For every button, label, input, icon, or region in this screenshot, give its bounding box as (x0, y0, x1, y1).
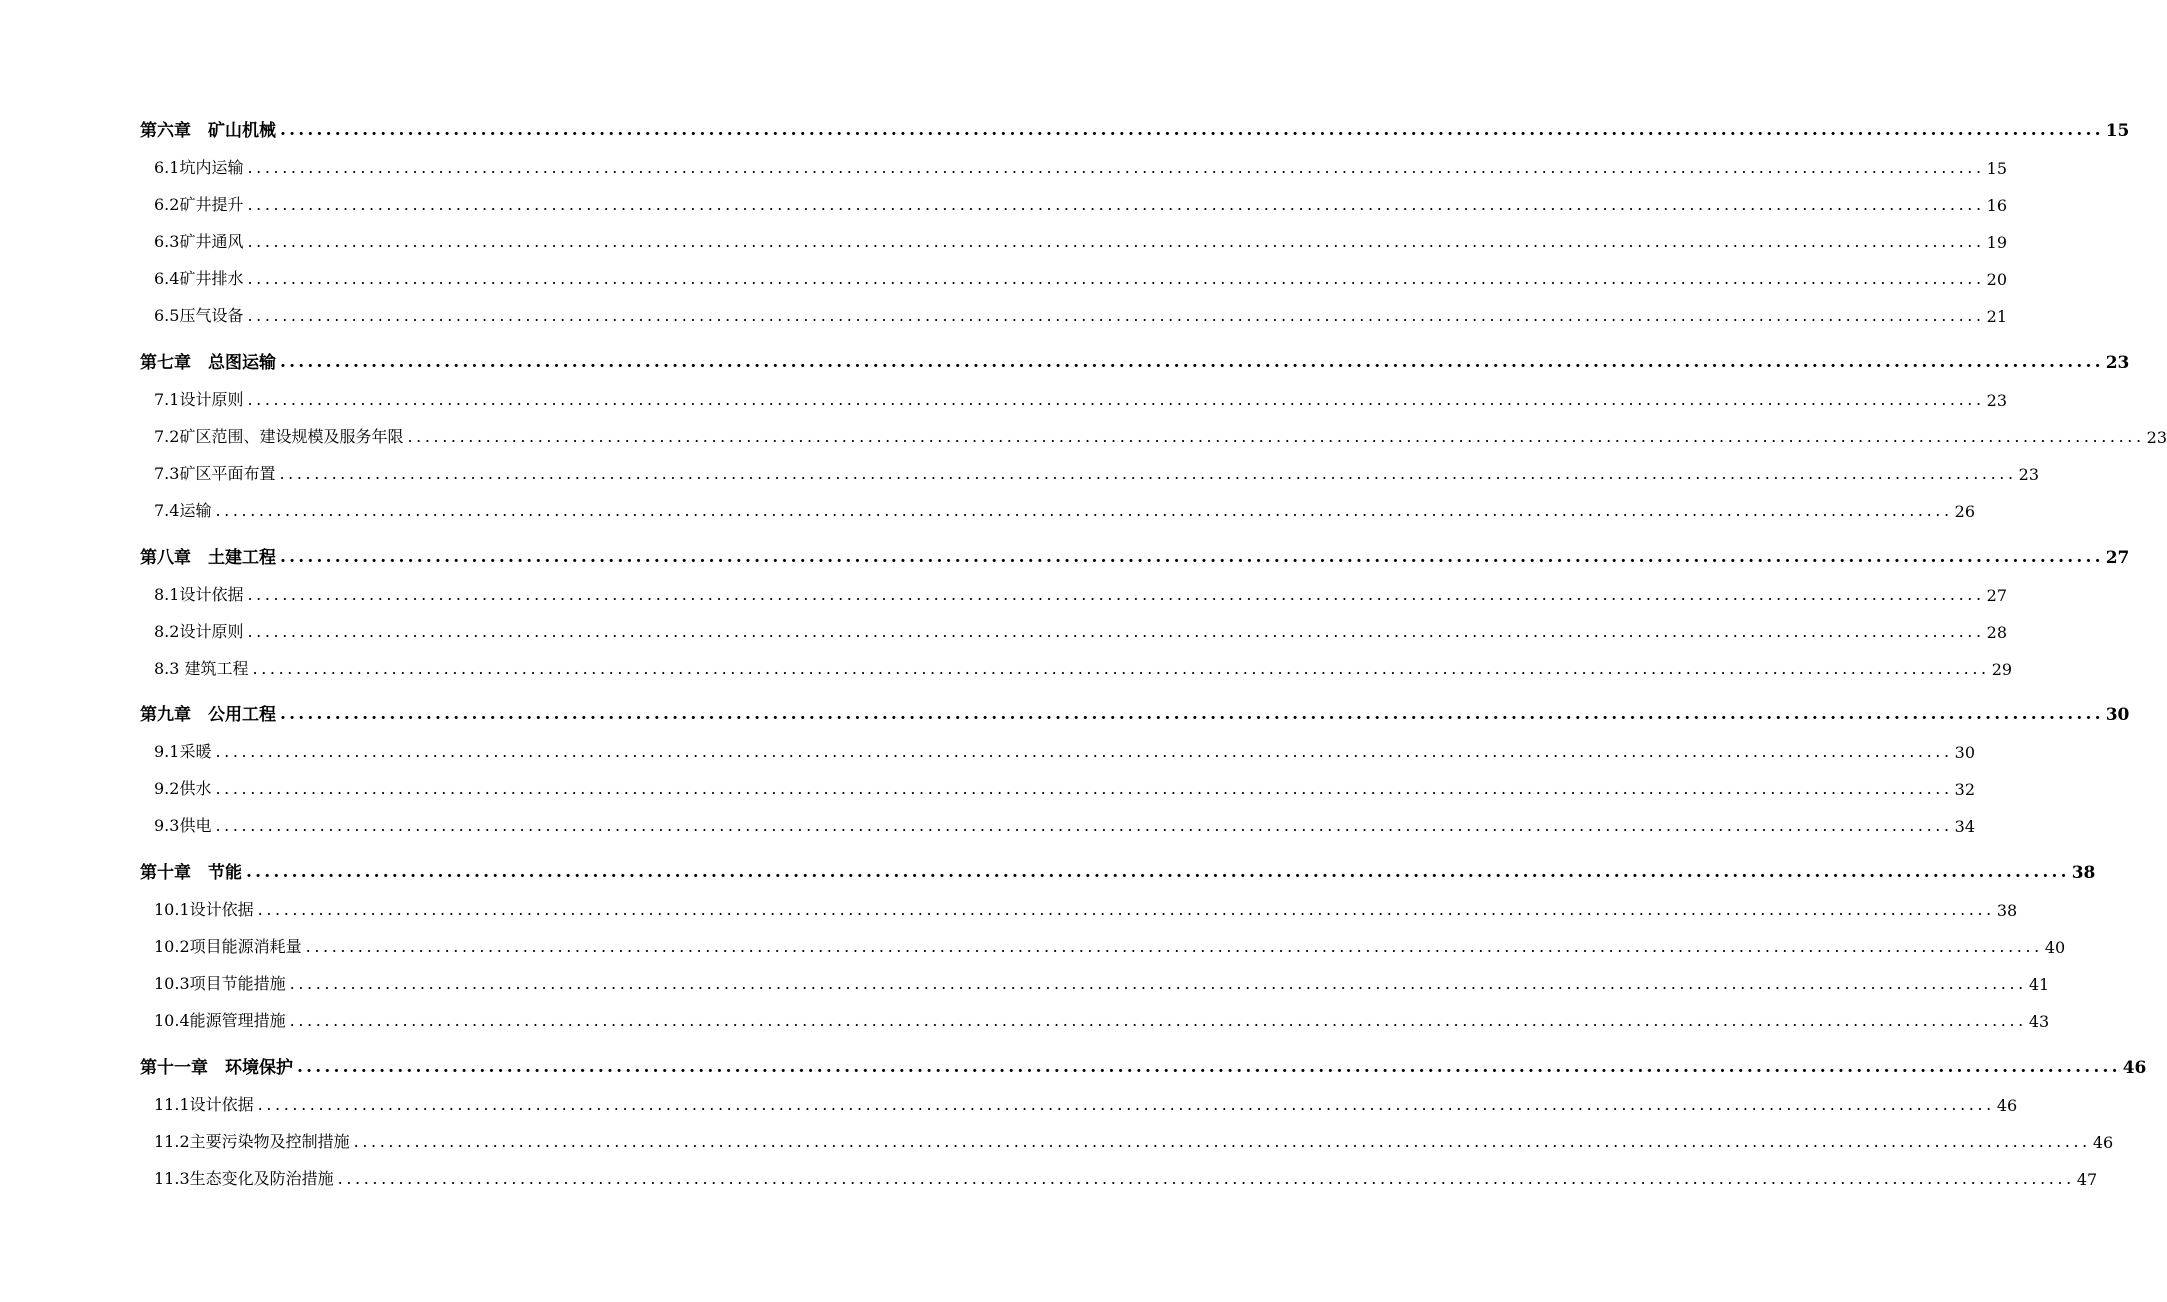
toc-page-number: 26 (1954, 502, 1975, 521)
toc-dot-leader: ........................................................................................................................................................................................................ (280, 704, 2104, 724)
toc-section-entry[interactable] (140, 493, 1975, 521)
toc-page-number: 19 (1986, 233, 2007, 252)
toc-page-number: 23 (2018, 465, 2039, 484)
toc-entry-title: 8.1设计依据 (154, 585, 244, 604)
toc-dot-leader: ........................................................................................................................................................................................................ (247, 390, 1985, 409)
toc-page-number: 16 (1986, 196, 2007, 215)
toc-section-entry[interactable] (140, 808, 1975, 836)
toc-section-entry[interactable] (140, 224, 2007, 252)
toc-entry-title: 第九章 公用工程 (140, 705, 276, 725)
toc-dot-leader: ........................................................................................................................................................................................................ (215, 779, 1953, 798)
toc-page-number: 43 (2028, 1012, 2050, 1031)
toc-section-entry[interactable] (140, 771, 1975, 799)
toc-entry-title: 6.2矿井提升 (154, 195, 244, 214)
toc-chapter-entry[interactable] (140, 855, 2096, 883)
toc-section-entry[interactable] (140, 382, 2007, 410)
toc-page-number: 46 (2092, 1133, 2114, 1152)
toc-entry-title: 8.3 建筑工程 (154, 659, 249, 678)
toc-section-entry[interactable] (140, 1124, 2114, 1152)
toc-page-number: 15 (2105, 121, 2130, 141)
toc-entry-title: 9.3供电 (154, 816, 212, 835)
toc-dot-leader: ........................................................................................................................................................................................................ (215, 816, 1953, 835)
toc-section-entry[interactable] (140, 456, 2039, 484)
toc-page-number: 38 (1996, 901, 2018, 920)
toc-section-entry[interactable] (140, 966, 2050, 994)
toc-page-number: 40 (2044, 938, 2066, 957)
toc-entry-title: 6.3矿井通风 (154, 232, 244, 251)
toc-entry-title: 10.3项目节能措施 (154, 974, 286, 993)
toc-entry-title: 6.4矿井排水 (154, 269, 244, 288)
toc-dot-leader: ........................................................................................................................................................................................................ (280, 547, 2104, 567)
toc-entry-title: 6.5压气设备 (154, 306, 244, 325)
toc-page-number: 28 (1986, 623, 2007, 642)
toc-page-number: 30 (1954, 743, 1975, 762)
toc-page-number: 30 (2105, 705, 2130, 725)
toc-section-entry[interactable] (140, 577, 2007, 605)
toc-dot-leader: ........................................................................................................................................................................................................ (247, 585, 1985, 604)
toc-entry-title: 7.4运输 (154, 501, 212, 520)
toc-entry-title: 7.3矿区平面布置 (154, 464, 276, 483)
toc-section-entry[interactable] (140, 734, 1975, 762)
toc-entry-title: 7.2矿区范围、建设规模及服务年限 (154, 427, 404, 446)
toc-entry-title: 10.4能源管理措施 (154, 1011, 286, 1030)
toc-section-entry[interactable] (140, 150, 2007, 178)
toc-page-number: 46 (1996, 1096, 2018, 1115)
toc-entry-title: 10.1设计依据 (154, 900, 254, 919)
toc-dot-leader: ........................................................................................................................................................................................................ (305, 937, 2043, 956)
toc-section-entry[interactable] (140, 187, 2007, 215)
toc-page-number: 20 (1986, 270, 2007, 289)
toc-page-number: 27 (2105, 548, 2130, 568)
toc-dot-leader: ........................................................................................................................................................................................................ (247, 269, 1985, 288)
toc-page-number: 23 (2105, 353, 2130, 373)
toc-section-entry[interactable] (140, 614, 2007, 642)
toc-section-entry[interactable] (140, 261, 2007, 289)
toc-page-number: 29 (1991, 660, 2013, 679)
toc-dot-leader: ........................................................................................................................................................................................................ (247, 158, 1985, 177)
toc-page-number: 46 (2122, 1058, 2147, 1078)
toc-page-number: 47 (2076, 1170, 2098, 1189)
toc-entry-title: 11.3生态变化及防治措施 (154, 1169, 334, 1188)
toc-entry-title: 第十章 节能 (140, 863, 242, 883)
toc-dot-leader: ........................................................................................................................................................................................................ (246, 862, 2070, 882)
toc-dot-leader: ........................................................................................................................................................................................................ (257, 1095, 1995, 1114)
toc-dot-leader: ........................................................................................................................................................................................................ (297, 1057, 2121, 1077)
toc-page-number: 27 (1986, 586, 2007, 605)
toc-dot-leader: ........................................................................................................................................................................................................ (215, 501, 1953, 520)
toc-dot-leader: ........................................................................................................................................................................................................ (280, 352, 2104, 372)
toc-page-number: 23 (1986, 391, 2007, 410)
toc-section-entry[interactable] (140, 651, 2013, 679)
toc-section-entry[interactable] (140, 1003, 2050, 1031)
toc-dot-leader: ........................................................................................................................................................................................................ (247, 195, 1985, 214)
toc-section-entry[interactable] (140, 1087, 2018, 1115)
toc-dot-leader: ........................................................................................................................................................................................................ (257, 900, 1995, 919)
toc-entry-title: 8.2设计原则 (154, 622, 244, 641)
toc-dot-leader: ........................................................................................................................................................................................................ (353, 1132, 2091, 1151)
toc-dot-leader: ........................................................................................................................................................................................................ (279, 464, 2017, 483)
toc-dot-leader: ........................................................................................................................................................................................................ (215, 742, 1953, 761)
toc-section-entry[interactable] (140, 1161, 2098, 1189)
toc-section-entry[interactable] (140, 298, 2007, 326)
toc-entry-title: 10.2项目能源消耗量 (154, 937, 302, 956)
toc-entry-title: 11.1设计依据 (154, 1095, 254, 1114)
toc-dot-leader: ........................................................................................................................................................................................................ (280, 120, 2104, 140)
toc-dot-leader: ........................................................................................................................................................................................................ (337, 1169, 2075, 1188)
toc-page-number: 41 (2028, 975, 2050, 994)
toc-chapter-entry[interactable] (140, 345, 2130, 373)
toc-entry-title: 第七章 总图运输 (140, 353, 276, 373)
toc-section-entry[interactable] (140, 892, 2018, 920)
toc-dot-leader: ........................................................................................................................................................................................................ (252, 659, 1990, 678)
toc-page-number: 34 (1954, 817, 1975, 836)
toc-entry-title: 9.1采暖 (154, 742, 212, 761)
toc-entry-title: 第六章 矿山机械 (140, 121, 276, 141)
toc-dot-leader: ........................................................................................................................................................................................................ (289, 1011, 2027, 1030)
toc-dot-leader: ........................................................................................................................................................................................................ (247, 232, 1985, 251)
toc-page-number: 32 (1954, 780, 1975, 799)
toc-entry-title: 6.1坑内运输 (154, 158, 244, 177)
toc-section-entry[interactable] (140, 929, 2066, 957)
toc-entry-title: 9.2供水 (154, 779, 212, 798)
toc-dot-leader: ........................................................................................................................................................................................................ (247, 306, 1985, 325)
toc-dot-leader: ........................................................................................................................................................................................................ (289, 974, 2027, 993)
toc-dot-leader: ........................................................................................................................................................................................................ (247, 622, 1985, 641)
toc-entry-title: 7.1设计原则 (154, 390, 244, 409)
toc-entry-title: 11.2主要污染物及控制措施 (154, 1132, 350, 1151)
toc-dot-leader: ........................................................................................................................................................................................................ (407, 427, 2145, 446)
toc-chapter-entry[interactable] (140, 540, 2130, 568)
toc-page-number: 15 (1986, 159, 2007, 178)
toc-entry-title: 第八章 土建工程 (140, 548, 276, 568)
toc-entry-title: 第十一章 环境保护 (140, 1058, 293, 1078)
toc-section-entry[interactable] (140, 419, 2167, 447)
toc-page-number: 23 (2146, 428, 2167, 447)
toc-chapter-entry[interactable] (140, 1050, 2147, 1078)
toc-page-number: 38 (2071, 863, 2096, 883)
toc-chapter-entry[interactable] (140, 697, 2130, 725)
toc-chapter-entry[interactable] (140, 113, 2130, 141)
toc-page-number: 21 (1986, 307, 2007, 326)
